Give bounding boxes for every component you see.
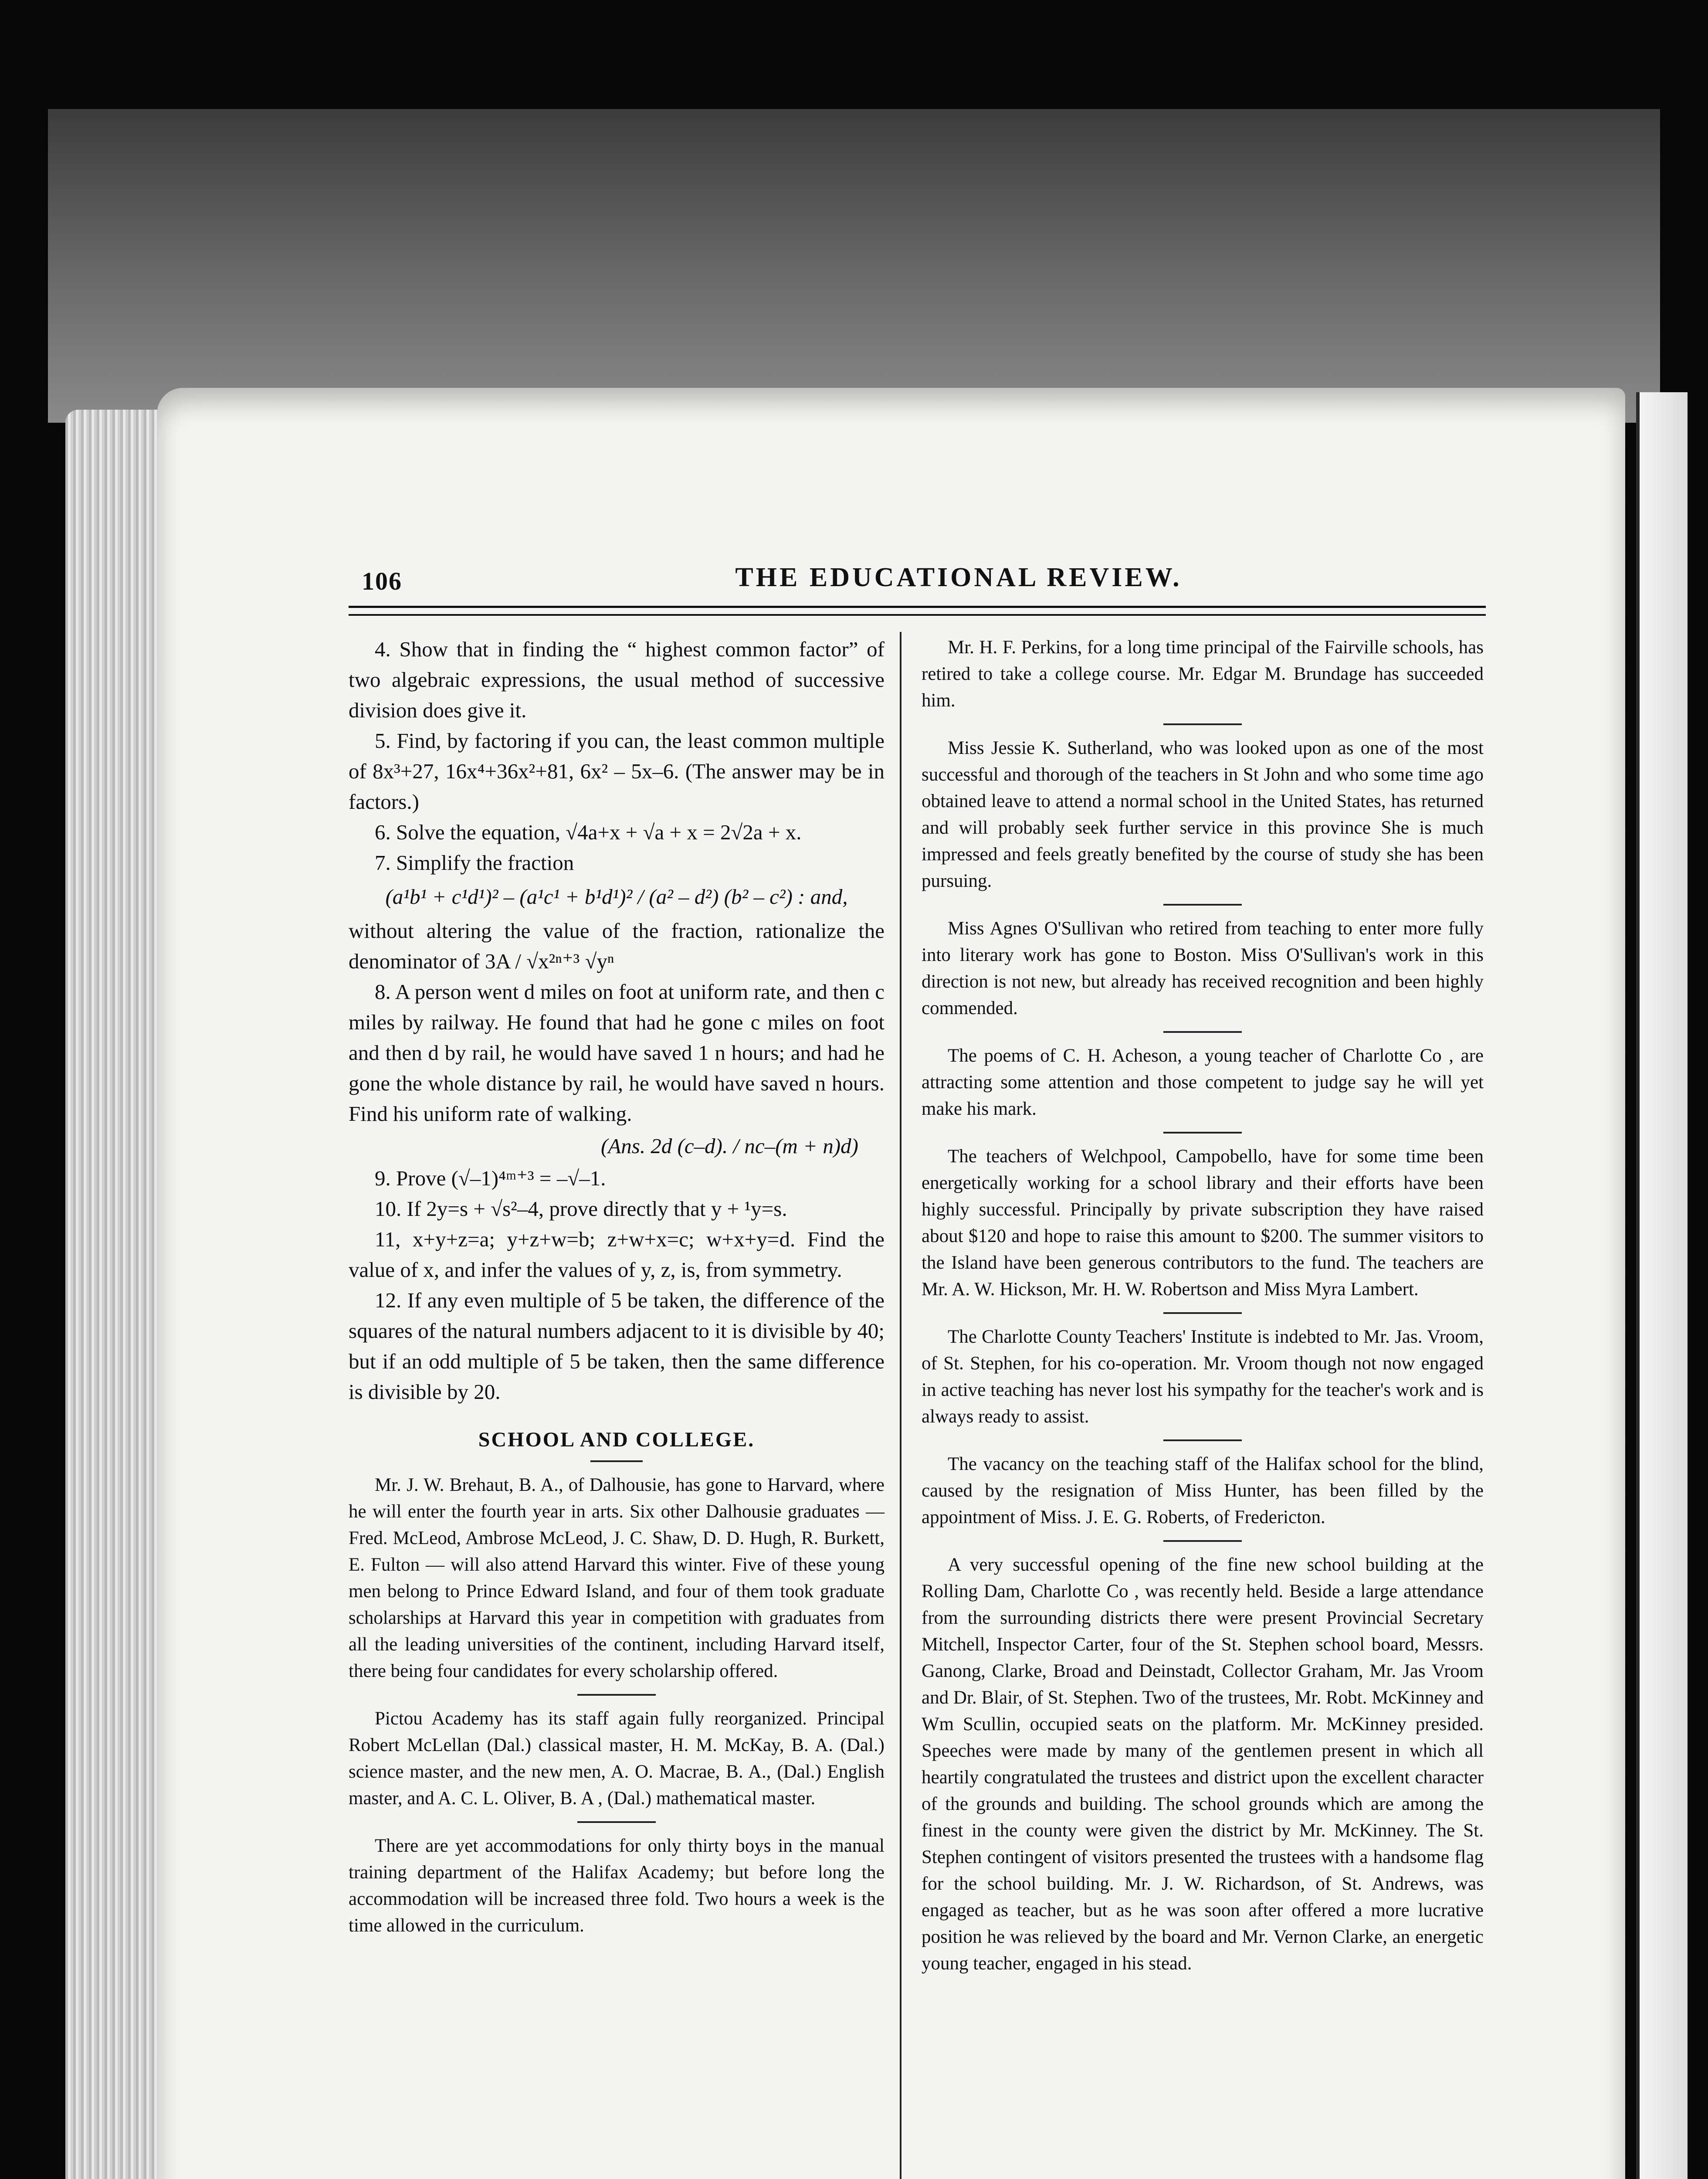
news-perkins: Mr. H. F. Perkins, for a long time principal of the Fairville schools, has retired to take a college course. Mr. Edgar M. Brundage has succeeded him.: [922, 637, 1484, 711]
section-rule: [590, 1460, 643, 1462]
news-separator: [1163, 904, 1242, 906]
news-separator: [1163, 1540, 1242, 1542]
scan-shadow-top: [48, 109, 1660, 423]
problem-8: 8. A person went d miles on foot at uniform rate, and then c miles by railway. He found that had he gone c miles on foot and then d by rail, he would have saved 1 n hours; and had he gone the whole distance by rail, he would have saved n hours. Find his uniform rate of walking.: [349, 980, 884, 1126]
news-acheson: The poems of C. H. Acheson, a young teacher of Charlotte Co , are attracting some attention and those competent to judge say he will yet make his mark.: [922, 1045, 1484, 1119]
news-separator: [1163, 1132, 1242, 1134]
problem-6: 6. Solve the equation, √4a+x + √a + x = 2√2a + x.: [375, 820, 802, 844]
news-pictou: Pictou Academy has its staff again fully reorganized. Principal Robert McLellan (Dal.) classical master, H. M. McKay, B. A. (Dal.) science master, and the new men, A. O. Macrae, B. A., (Dal.) English master, and A. C. L. Oliver, B. A , (Dal.) mathematical master.: [349, 1708, 884, 1809]
problem-12: 12. If any even multiple of 5 be taken, the difference of the squares of the natural numbers adjacent to it is divisible by 40; but if an odd multiple of 5 be taken, then the same difference is divisible by 20.: [349, 1288, 884, 1404]
page-number: 106: [362, 567, 402, 595]
left-column: [349, 634, 884, 1943]
problem-9: 9. Prove (√–1)⁴ᵐ⁺³ = –√–1.: [375, 1166, 606, 1190]
news-charlotte-institute: The Charlotte County Teachers' Institute is indebted to Mr. Jas. Vroom, of St. Stephen, for his co-operation. Mr. Vroom though not now engaged in active teaching has never lost his sympathy for the teacher's work and is always ready to assist.: [922, 1327, 1484, 1427]
fraction-equation: (a¹b¹ + c¹d¹)² – (a¹c¹ + b¹d¹)² / (a² – d²) (b² – c²) : and,: [385, 885, 848, 909]
news-separator: [577, 1694, 656, 1696]
book-page-edges: [65, 410, 170, 2179]
news-separator: [577, 1821, 656, 1823]
rationalize-text: without altering the value of the fraction, rationalize the denominator of 3A / √x²ⁿ⁺³ √yⁿ: [349, 919, 884, 973]
problem-11: 11, x+y+z=a; y+z+w=b; z+w+x=c; w+x+y=d. Find the value of x, and infer the values of y, z, is, from symmetry.: [349, 1227, 884, 1282]
problem-5: 5. Find, by factoring if you can, the least common multiple of 8x³+27, 16x⁴+36x²+81, 6x² – 5x–6. (The answer may be in factors.): [349, 729, 884, 814]
news-welchpool: The teachers of Welchpool, Campobello, have for some time been energetically working for a school library and their efforts have been highly successful. Principally by private subscription they have raised about $120 and hope to raise this amount to $200. The summer visitors to the Island have been generous contributors to the fund. The teachers are Mr. A. W. Hickson, Mr. H. W. Robertson and Miss Myra Lambert.: [922, 1146, 1484, 1300]
news-separator: [1163, 723, 1242, 725]
news-rolling-dam: A very successful opening of the fine new school building at the Rolling Dam, Charlotte Co , was recently held. Beside a large attendance from the surrounding districts there were present Provincial Secretary Mitchell, Inspector Carter, four of the St. Stephen school board, Messrs. Ganong, Clarke, Broad and Deinstadt, Collector Graham, Mr. Jas Vroom and Dr. Blair, of St. Stephen. Two of the trustees, Mr. Robt. McKinney and Wm Scullin, occupied seats on the platform. Mr. McKinney presided. Speeches were made by many of the gentlemen present in which all heartily congratulated the trustees and district upon the excellent character of the grounds and building. The school grounds which are among the finest in the county were given the district by Mr. McKinney. The St. Stephen contingent of visitors presented the trustees with a handsome flag for the school building. Mr. J. W. Richardson, of St. Andrews, was engaged as teacher, but as he was soon after offered a more lucrative position he was relieved by the board and Mr. Vernon Clarke, an energetic young teacher, engaged in his stead.: [922, 1554, 1484, 1974]
news-brehaut: Mr. J. W. Brehaut, B. A., of Dalhousie, has gone to Harvard, where he will enter the fourth year in arts. Six other Dalhousie graduates — Fred. McLeod, Ambrose McLeod, J. C. Shaw, D. D. Hugh, R. Burkett, E. Fulton — will also attend Harvard this winter. Five of these young men belong to Prince Edward Island, and four of them took graduate scholarships at Harvard this year in competition with graduates from all the leading universities of the continent, including Harvard itself, there being four candidates for every scholarship offered.: [349, 1475, 884, 1681]
answer-8: (Ans. 2d (c–d). / nc–(m + n)d): [601, 1134, 858, 1158]
news-halifax-blind: The vacancy on the teaching staff of the Halifax school for the blind, caused by the resignation of Miss Hunter, has been filled by the appointment of Miss. J. E. G. Roberts, of Fredericton.: [922, 1454, 1484, 1527]
column-divider: [900, 632, 901, 2179]
news-separator: [1163, 1031, 1242, 1033]
problem-7: 7. Simplify the fraction: [375, 851, 574, 875]
problem-4: 4. Show that in finding the “ highest common factor” of two algebraic expressions, the usual method of successive division does give it.: [349, 637, 884, 722]
left-news: [349, 1472, 884, 1939]
problem-10: 10. If 2y=s + √s²–4, prove directly that y + ¹y=s.: [375, 1197, 787, 1221]
news-sutherland: Miss Jessie K. Sutherland, who was looked upon as one of the most successful and thorough of the teachers in St John and who some time ago obtained leave to attend a normal school in the United States, has returned and will probably seek further service in this province She is much impressed and feels greatly benefited by the course of study she has been pursuing.: [922, 738, 1484, 891]
running-head: THE EDUCATIONAL REVIEW.: [735, 563, 1182, 592]
news-separator: [1163, 1312, 1242, 1314]
right-column: [922, 634, 1484, 1980]
header-double-rule: [349, 606, 1486, 616]
facing-page-edge: [1636, 392, 1688, 2179]
news-halifax-academy: There are yet accommodations for only thirty boys in the manual training department of the Halifax Academy; but before long the accommodation will be increased three fold. Two hours a week is the time allowed in the curriculum.: [349, 1836, 884, 1936]
news-separator: [1163, 1439, 1242, 1441]
news-osullivan: Miss Agnes O'Sullivan who retired from teaching to enter more fully into literary work has gone to Boston. Miss O'Sullivan's work in this direction is not new, but already has received recognition and been highly commended.: [922, 918, 1484, 1018]
section-title: SCHOOL AND COLLEGE.: [478, 1428, 755, 1451]
